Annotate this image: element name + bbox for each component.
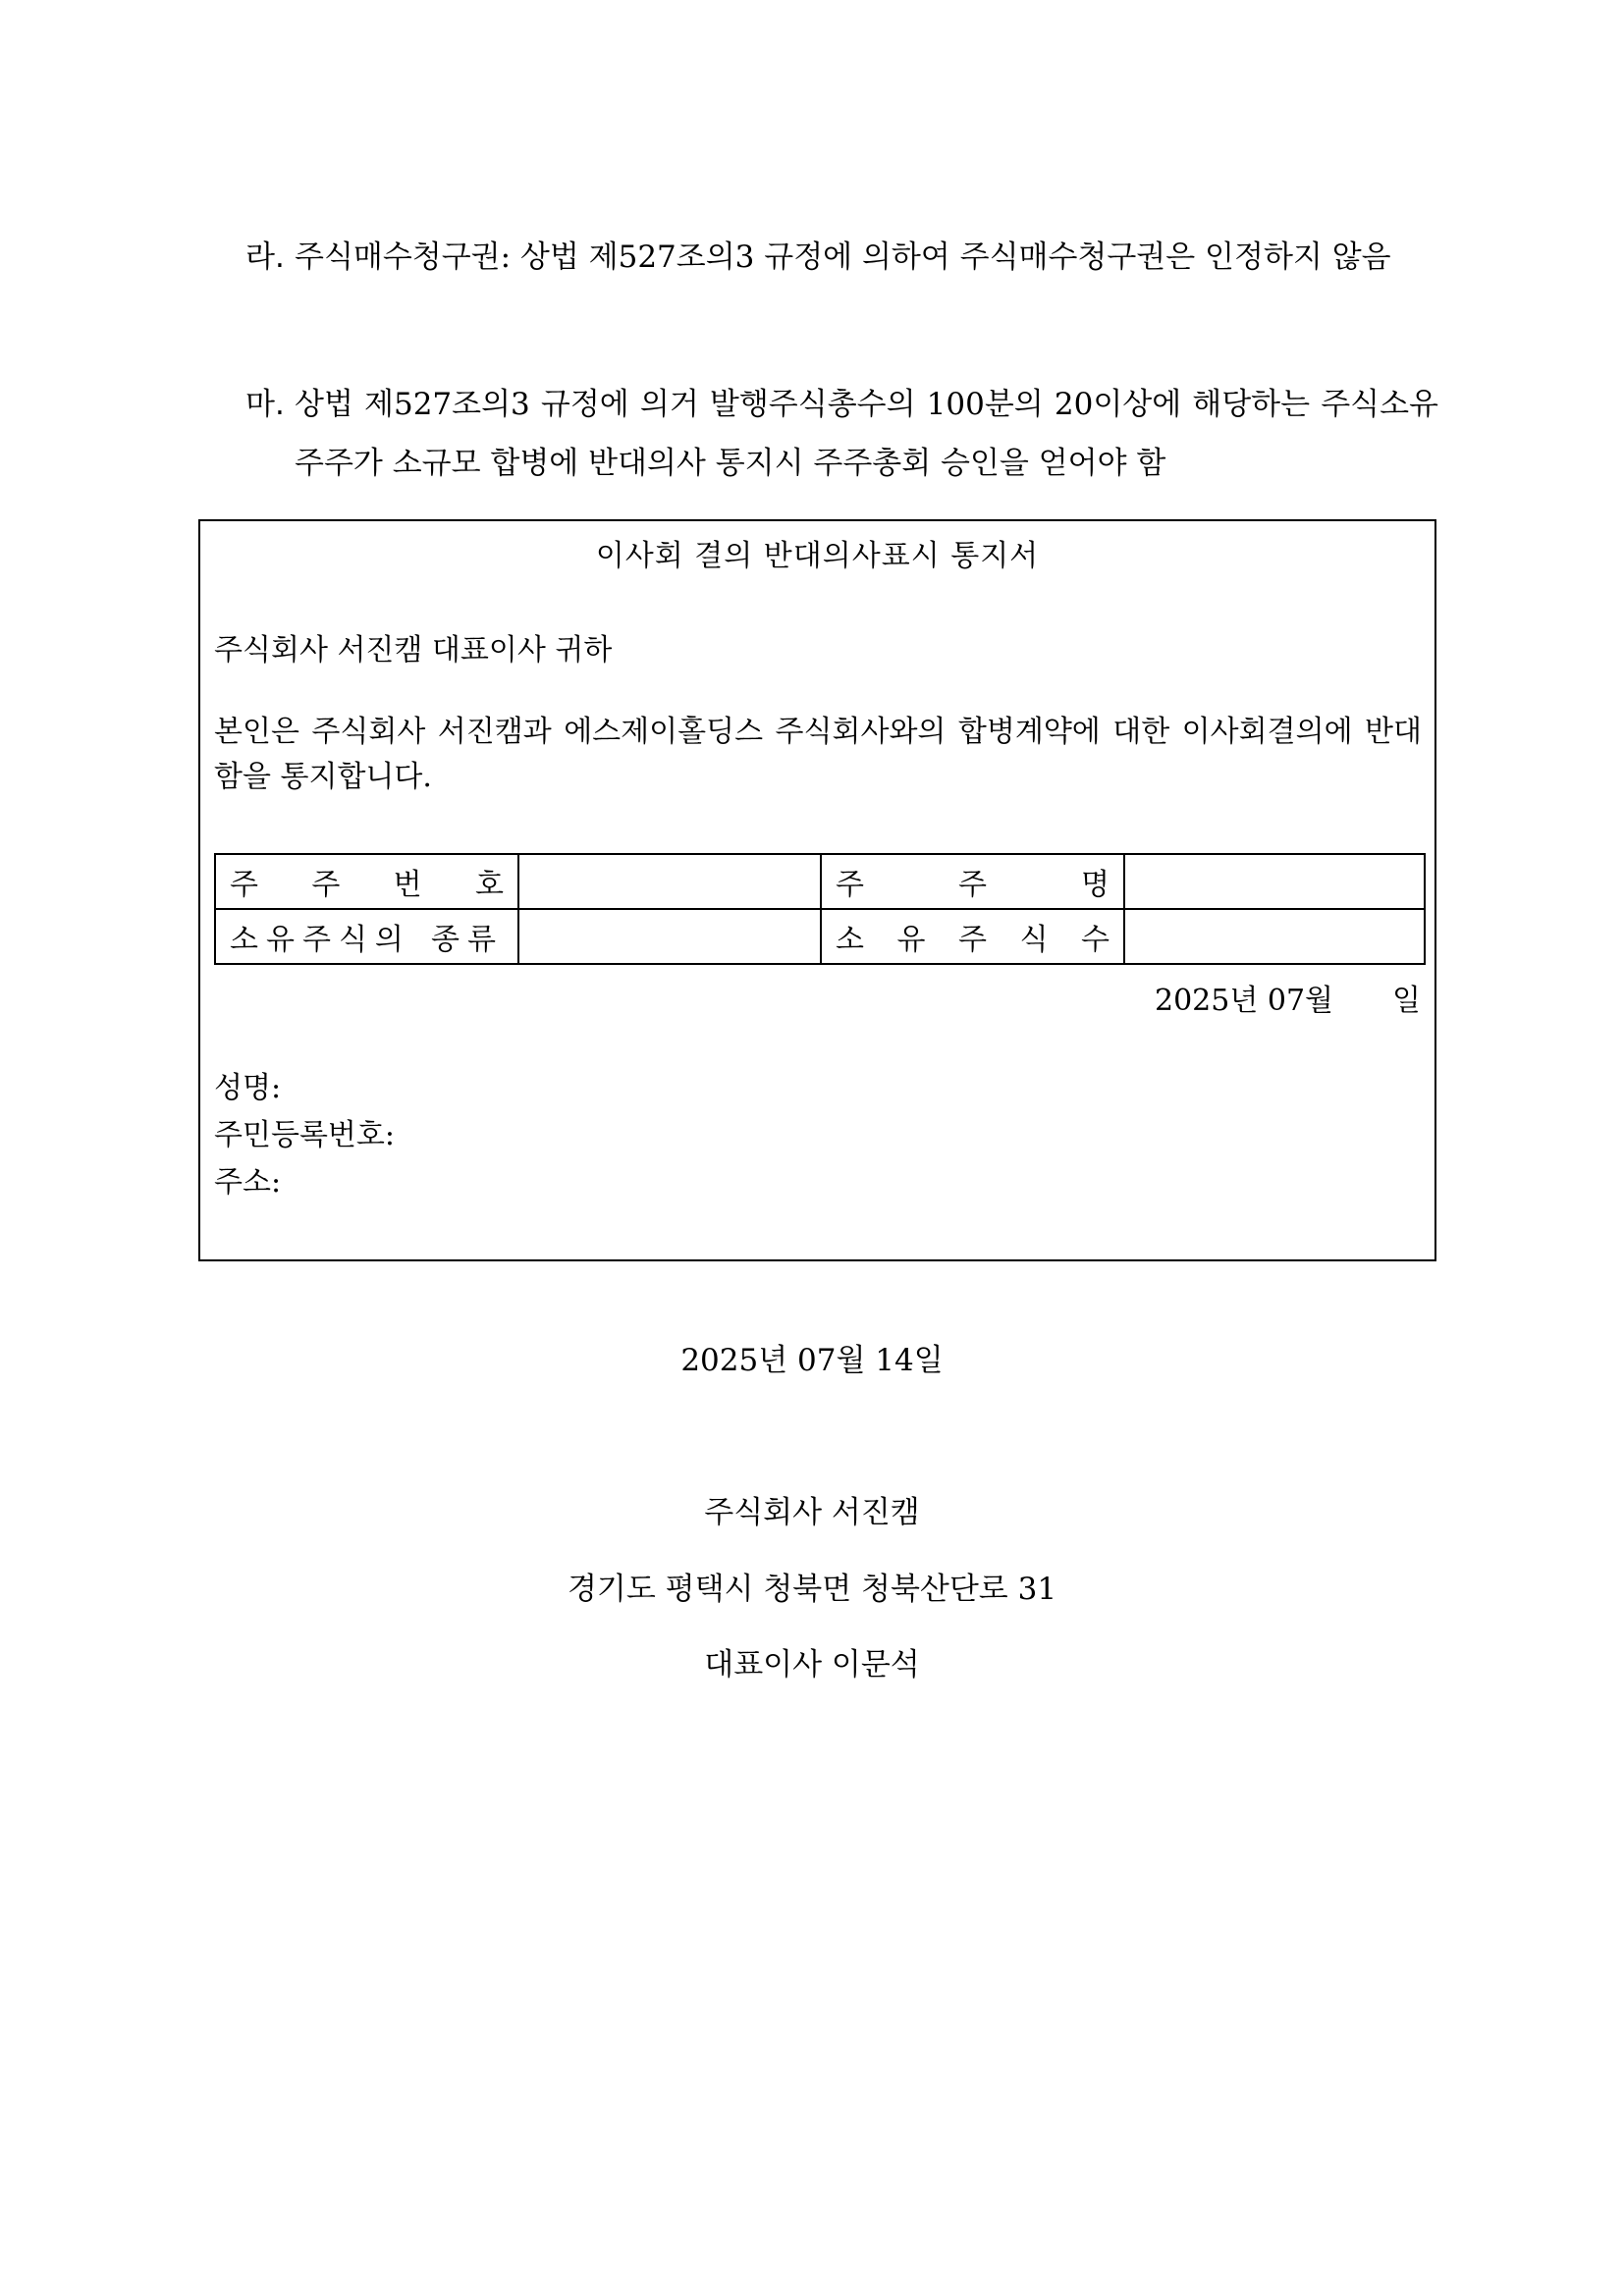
notice-date: 2025년 07월 일: [1155, 984, 1421, 1018]
item-text: 상법 제527조의3 규정에 의거 발행주식총수의 100분의 20이상에 해당하는 주식소유주주가 소규모 합병에 반대의사 통지시 주주총회 승인을 얻어야 함: [295, 387, 1438, 481]
share-type-field[interactable]: [518, 909, 821, 964]
label-shareholder-number: 주 주 번 호: [215, 854, 518, 909]
notice-title: 이사회 결의 반대의사표시 통지서: [595, 539, 1040, 573]
share-count-field[interactable]: [1124, 909, 1425, 964]
item-marker: 마.: [245, 387, 285, 422]
item-marker: 라.: [245, 240, 285, 275]
company-name: 주식회사 서진캠: [704, 1495, 920, 1530]
footer-date: 2025년 07월 14일: [680, 1343, 944, 1378]
representative-name: 대표이사 이문석: [704, 1647, 920, 1682]
name-field-label: 성명:: [214, 1071, 282, 1105]
notice-body: 본인은 주식회사 서진캠과 에스제이홀딩스 주식회사와의 합병계약에 대한 이사회결의에 반대함을 통지합니다.: [214, 715, 1422, 794]
shareholder-info-table: [214, 853, 1426, 965]
objection-notice-form: [198, 519, 1436, 1261]
item-text: 주식매수청구권: 상법 제527조의3 규정에 의하여 주식매수청구권은 인정하지 않음: [295, 240, 1391, 275]
label-share-type: 소유주식의 종류: [215, 909, 518, 964]
list-item-ma: [245, 375, 1438, 493]
label-share-count: 소 유 주 식 수: [821, 909, 1124, 964]
shareholder-name-field[interactable]: [1124, 854, 1425, 909]
table-row: [215, 854, 1425, 909]
notice-salutation: 주식회사 서진캠 대표이사 귀하: [214, 633, 613, 667]
list-item-ra: [245, 228, 1438, 287]
table-row: [215, 909, 1425, 964]
label-shareholder-name: 주 주 명: [821, 854, 1124, 909]
signature-fields: [214, 1065, 395, 1206]
address-field-label: 주소:: [214, 1165, 282, 1200]
resident-number-field-label: 주민등록번호:: [214, 1118, 395, 1152]
company-address: 경기도 평택시 청북면 청북산단로 31: [567, 1572, 1057, 1607]
shareholder-number-field[interactable]: [518, 854, 821, 909]
